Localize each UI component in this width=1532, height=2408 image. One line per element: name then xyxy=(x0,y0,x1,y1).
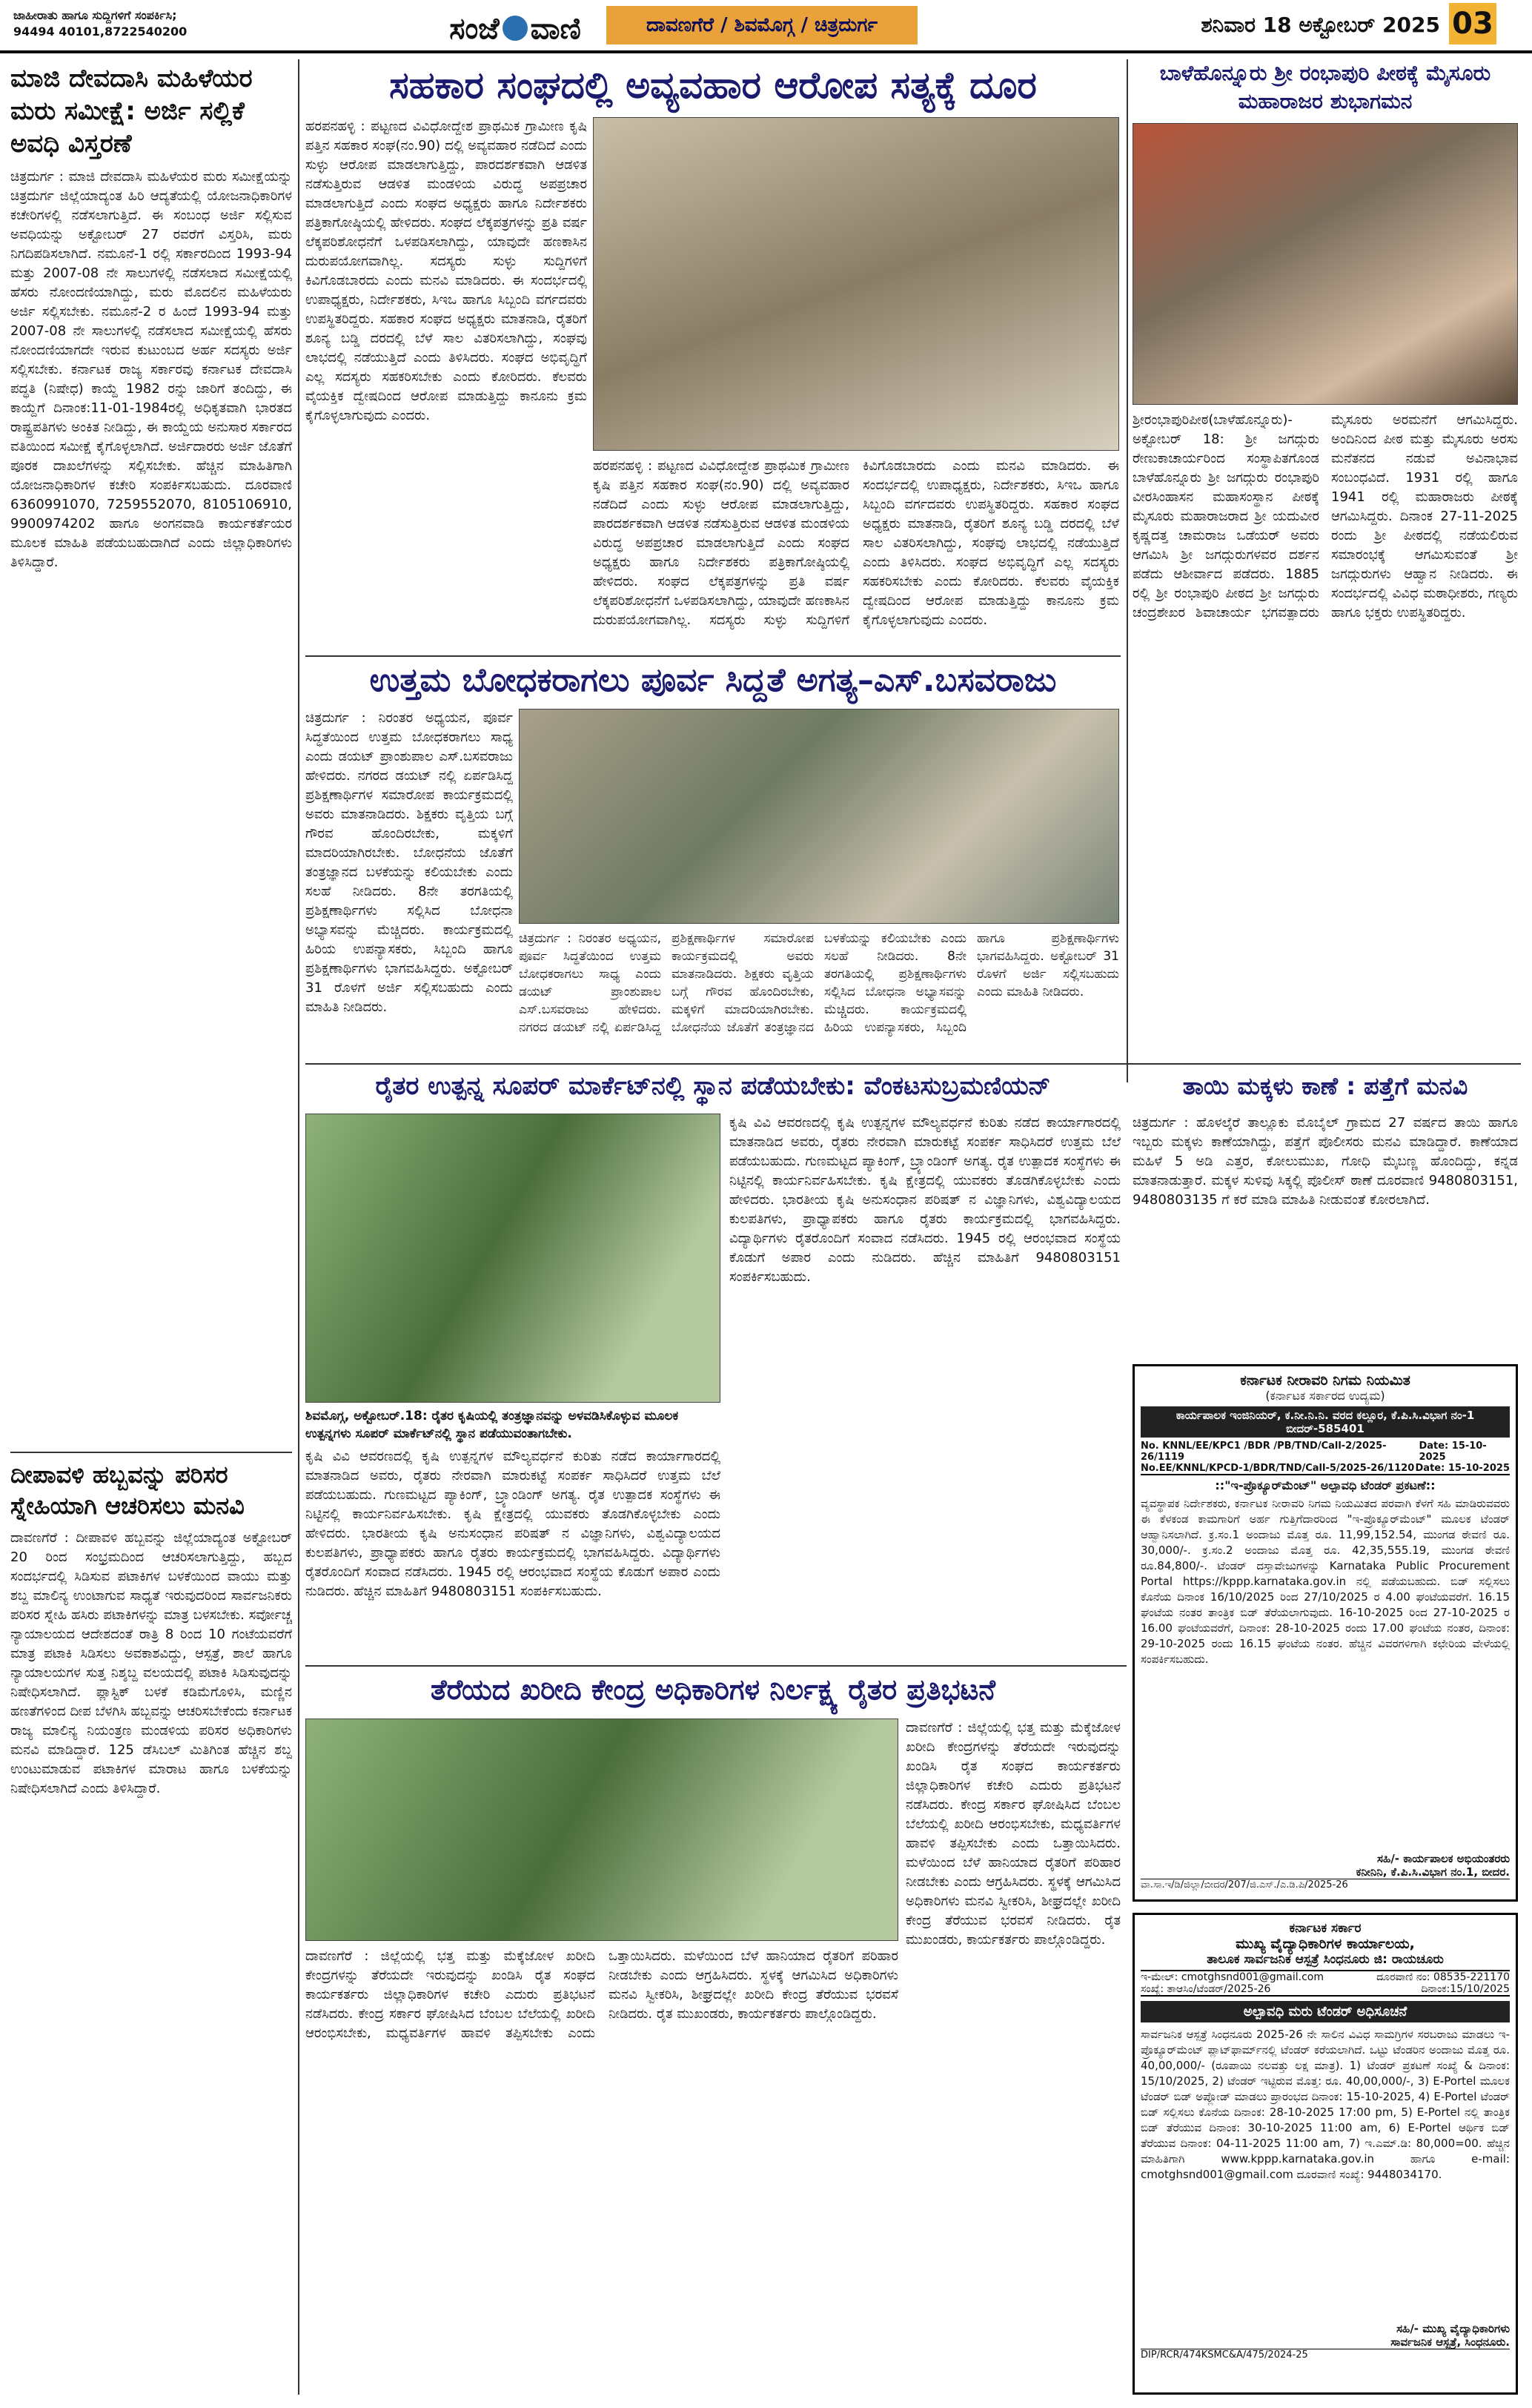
maharaja-visit-photo xyxy=(1133,123,1518,405)
notice-title: ಅಲ್ಪಾವಧಿ ಮರು ಟೆಂಡರ್ ಅಧಿಸೂಚನೆ xyxy=(1141,2001,1510,2022)
tender-notice-irrigation xyxy=(1133,1364,1518,1902)
notice-sign: ಸಹಿ/- ಕಾರ್ಯಪಾಲಕ ಅಭಿಯಂತರರು xyxy=(1377,1852,1510,1865)
photo-caption: ಶಿವಮೊಗ್ಗ, ಅಕ್ಟೋಬರ್.18: ರೈತರ ಕೃಷಿಯಲ್ಲಿ ತಂತ್ರಜ್ಞಾನವನ್ನು ಅಳವಡಿಸಿಕೊಳ್ಳುವ ಮೂಲಕ ಉತ್ಪನ್ನಗಳು ಸೂಪರ್ ಮಾರ್ಕೆಟ್‌ನಲ್ಲಿ ಸ್ಥಾನ ಪಡೆಯುವಂತಾಗಬೇಕು. xyxy=(305,1409,679,1441)
article-body-continued: ಹರಪನಹಳ್ಳಿ : ಪಟ್ಟಣದ ವಿವಿಧೋದ್ದೇಶ ಪ್ರಾಥಮಿಕ ಗ್ರಾಮೀಣ ಕೃಷಿ ಪತ್ತಿನ ಸಹಕಾರ ಸಂಘ(ನಂ.90) ದಲ್ಲಿ ಅವ್ಯವಹಾರ ನಡೆದಿದೆ ಎಂದು ಸುಳ್ಳು ಆರೋಪ ಮಾಡಲಾಗುತ್ತಿದ್ದು, ಪಾರದರ್ಶಕವಾಗಿ ಆಡಳಿತ ನಡೆಸುತ್ತಿರುವ ಆಡಳಿತ ಮಂಡಳಿಯ ವಿರುದ್ಧ ಅಪಪ್ರಚಾರ ಮಾಡಲಾಗುತ್ತಿದೆ ಎಂದು ಸಂಘದ ಅಧ್ಯಕ್ಷರು ಹಾಗೂ ನಿರ್ದೇಶಕರು ಪತ್ರಿಕಾಗೋಷ್ಠಿಯಲ್ಲಿ ಹೇಳಿದರು. ಸಂಘದ ಲೆಕ್ಕಪತ್ರಗಳನ್ನು ಪ್ರತಿ ವರ್ಷ ಲೆಕ್ಕಪರಿಶೋಧನೆಗೆ ಒಳಪಡಿಸಲಾಗಿದ್ದು, ಯಾವುದೇ ಹಣಕಾಸಿನ ದುರುಪಯೋಗವಾಗಿಲ್ಲ. ಸದಸ್ಯರು ಸುಳ್ಳು ಸುದ್ದಿಗಳಿಗೆ ಕಿವಿಗೊಡಬಾರದು ಎಂದು ಮನವಿ ಮಾಡಿದರು. ಈ ಸಂದರ್ಭದಲ್ಲಿ ಉಪಾಧ್ಯಕ್ಷರು, ನಿರ್ದೇಶಕರು, ಸಿಇಒ ಹಾಗೂ ಸಿಬ್ಬಂದಿ ವರ್ಗದವರು ಉಪಸ್ಥಿತರಿದ್ದರು. ಸಹಕಾರ ಸಂಘದ ಅಧ್ಯಕ್ಷರು ಮಾತನಾಡಿ, ರೈತರಿಗೆ ಶೂನ್ಯ ಬಡ್ಡಿ ದರದಲ್ಲಿ ಬೆಳೆ ಸಾಲ ವಿತರಿಸಲಾಗಿದ್ದು, ಸಂಘವು ಲಾಭದಲ್ಲಿ ನಡೆಯುತ್ತಿದೆ ಎಂದು ತಿಳಿಸಿದರು. ಸಂಘದ ಅಭಿವೃದ್ಧಿಗೆ ಎಲ್ಲ ಸದಸ್ಯರು ಸಹಕರಿಸಬೇಕು ಎಂದು ಕೋರಿದರು. ಕೆಲವರು ವೈಯಕ್ತಿಕ ದ್ವೇಷದಿಂದ ಆರೋಪ ಮಾಡುತ್ತಿದ್ದು ಕಾನೂನು ಕ್ರಮ ಕೈಗೊಳ್ಳಲಾಗುವುದು ಎಂದರು. xyxy=(593,458,1119,628)
article-headline: ತಾಯಿ ಮಕ್ಕಳು ಕಾಣೆ : ಪತ್ತೆಗೆ ಮನವಿ xyxy=(1182,1072,1468,1100)
article-basavaraju xyxy=(305,709,513,1057)
paddy-header xyxy=(305,1670,1121,1713)
top-story-header xyxy=(305,59,1121,111)
notice-ref-row xyxy=(1141,1440,1510,1463)
article-cooperative xyxy=(305,117,587,651)
article-body: ಹರಪನಹಳ್ಳಿ : ಪಟ್ಟಣದ ವಿವಿಧೋದ್ದೇಶ ಪ್ರಾಥಮಿಕ ಗ್ರಾಮೀಣ ಕೃಷಿ ಪತ್ತಿನ ಸಹಕಾರ ಸಂಘ(ನಂ.90) ದಲ್ಲಿ ಅವ್ಯವಹಾರ ನಡೆದಿದೆ ಎಂದು ಸುಳ್ಳು ಆರೋಪ ಮಾಡಲಾಗುತ್ತಿದ್ದು, ಪಾರದರ್ಶಕವಾಗಿ ಆಡಳಿತ ನಡೆಸುತ್ತಿರುವ ಆಡಳಿತ ಮಂಡಳಿಯ ವಿರುದ್ಧ ಅಪಪ್ರಚಾರ ಮಾಡಲಾಗುತ್ತಿದೆ ಎಂದು ಸಂಘದ ಅಧ್ಯಕ್ಷರು ಹಾಗೂ ನಿರ್ದೇಶಕರು ಪತ್ರಿಕಾಗೋಷ್ಠಿಯಲ್ಲಿ ಹೇಳಿದರು. ಸಂಘದ ಲೆಕ್ಕಪತ್ರಗಳನ್ನು ಪ್ರತಿ ವರ್ಷ ಲೆಕ್ಕಪರಿಶೋಧನೆಗೆ ಒಳಪಡಿಸಲಾಗಿದ್ದು, ಯಾವುದೇ ಹಣಕಾಸಿನ ದುರುಪಯೋಗವಾಗಿಲ್ಲ. ಸದಸ್ಯರು ಸುಳ್ಳು ಸುದ್ದಿಗಳಿಗೆ ಕಿವಿಗೊಡಬಾರದು ಎಂದು ಮನವಿ ಮಾಡಿದರು. ಈ ಸಂದರ್ಭದಲ್ಲಿ ಉಪಾಧ್ಯಕ್ಷರು, ನಿರ್ದೇಶಕರು, ಸಿಇಒ ಹಾಗೂ ಸಿಬ್ಬಂದಿ ವರ್ಗದವರು ಉಪಸ್ಥಿತರಿದ್ದರು. ಸಹಕಾರ ಸಂಘದ ಅಧ್ಯಕ್ಷರು ಮಾತನಾಡಿ, ರೈತರಿಗೆ ಶೂನ್ಯ ಬಡ್ಡಿ ದರದಲ್ಲಿ ಬೆಳೆ ಸಾಲ ವಿತರಿಸಲಾಗಿದ್ದು, ಸಂಘವು ಲಾಭದಲ್ಲಿ ನಡೆಯುತ್ತಿದೆ ಎಂದು ತಿಳಿಸಿದರು. ಸಂಘದ ಅಭಿವೃದ್ಧಿಗೆ ಎಲ್ಲ ಸದಸ್ಯರು ಸಹಕರಿಸಬೇಕು ಎಂದು ಕೋರಿದರು. ಕೆಲವರು ವೈಯಕ್ತಿಕ ದ್ವೇಷದಿಂದ ಆರೋಪ ಮಾಡುತ್ತಿದ್ದು ಕಾನೂನು ಕ್ರಮ ಕೈಗೊಳ್ಳಲಾಗುವುದು ಎಂದರು. xyxy=(305,119,587,423)
article-body: ಚಿತ್ರದುರ್ಗ : ಮಾಜಿ ದೇವದಾಸಿ ಮಹಿಳೆಯರ ಮರು ಸಮೀಕ್ಷೆಯನ್ನು ಚಿತ್ರದುರ್ಗ ಜಿಲ್ಲೆಯಾದ್ಯಂತ ಹಿರಿ ಆದ್ಯತೆಯಲ್ಲಿ ಯೋಜನಾಧಿಕಾರಿಗಳ ಕಚೇರಿಗಳಲ್ಲಿ ನಡೆಸಲಾಗುತ್ತಿದೆ. ಈ ಸಂಬಂಧ ಅರ್ಜಿ ಸಲ್ಲಿಸುವ ಅವಧಿಯನ್ನು ಅಕ್ಟೋಬರ್ 27 ರವರೆಗೆ ವಿಸ್ತರಿಸಿ, ಮರು ನಿಗದಿಪಡಿಸಲಾಗಿದೆ. ನಮೂನೆ-1 ರಲ್ಲಿ ಸರ್ಕಾರದಿಂದ 1993-94 ಮತ್ತು 2007-08 ನೇ ಸಾಲುಗಳಲ್ಲಿ ನಡೆಸಲಾದ ಸಮೀಕ್ಷೆಯಲ್ಲಿ ಹೆಸರು ನೋಂದಣಿಯಾಗಿದ್ದು, ಮರು ಮೊದಲಿನ ಮಹಿಳೆಯರು ಅರ್ಜಿ ಸಲ್ಲಿಸಬೇಕು. ನಮೂನೆ-2 ರ ಹಿಂದೆ 1993-94 ಮತ್ತು 2007-08 ನೇ ಸಾಲುಗಳಲ್ಲಿ ನಡೆಸಲಾದ ಸಮೀಕ್ಷೆಯಲ್ಲಿ ಹೆಸರು ನೋಂದಣಿಯಾಗದೇ ಇರುವ ಕುಟುಂಬದ ಅರ್ಹ ಸದಸ್ಯರು ಅರ್ಜಿ ಸಲ್ಲಿಸಬೇಕು. ಕರ್ನಾಟಕ ರಾಜ್ಯ ಸರ್ಕಾರವು ಕರ್ನಾಟಕ ದೇವದಾಸಿ ಪದ್ಧತಿ (ನಿಷೇಧ) ಕಾಯ್ದೆ 1982 ರನ್ನು ಜಾರಿಗೆ ತಂದಿದ್ದು, ಈ ಕಾಯ್ದೆಗೆ ದಿನಾಂಕ:11-01-1984ರಲ್ಲಿ ಅಧಿಕೃತವಾಗಿ ಭಾರತದ ರಾಷ್ಟ್ರಪತಿಗಳು ಅಂಕಿತ ನೀಡಿದ್ದು, ಈ ಕಾಯ್ದೆಯ ಅನುಸಾರ ಸರ್ಕಾರದ ವತಿಯಿಂದ ಸಮೀಕ್ಷೆ ಕೈಗೊಳ್ಳಲಾಗಿದೆ. ಅರ್ಜಿದಾರರು ಅರ್ಜಿ ಜೊತೆಗೆ ಪೂರಕ ದಾಖಲೆಗಳನ್ನು ಸಲ್ಲಿಸಬೇಕು. ಹೆಚ್ಚಿನ ಮಾಹಿತಿಗಾಗಿ ಯೋಜನಾಧಿಕಾರಿಗಳ ಕಚೇರಿ ಸಂಪರ್ಕಿಸಬಹುದು. ದೂರವಾಣಿ 6360991070, 7259552070, 8105106910, 9900974202 ಹಾಗೂ ಅಂಗನವಾಡಿ ಕಾರ್ಯಕರ್ತೆಯರ ಮೂಲಕ ಮಾಹಿತಿ ಪಡೆಯಬಹುದಾಗಿದೆ ಎಂದು ಜಿಲ್ಲಾಧಿಕಾರಿಗಳು ತಿಳಿಸಿದ್ದಾರೆ. xyxy=(10,169,292,570)
article-headline: ದೀಪಾವಳಿ ಹಬ್ಬವನ್ನು ಪರಿಸರ ಸ್ನೇಹಿಯಾಗಿ ಆಚರಿಸಲು ಮನವಿ xyxy=(10,1461,245,1520)
contact-line-2: 94494 40101,8722540200 xyxy=(13,24,188,39)
article-headline: ತೆರೆಯದ ಖರೀದಿ ಕೇಂದ್ರ ಅಧಿಕಾರಿಗಳ ನಿರ್ಲಕ್ಷ್ಯ ರೈತರ ಪ್ರತಿಭಟನೆ xyxy=(430,1673,996,1706)
mother-header xyxy=(1133,1068,1518,1109)
notice-ref: No. KNNL/EE/KPC1 /BDR /PB/TND/Call-2/2025-26/1119 xyxy=(1141,1440,1387,1463)
article-headline: ಮಾಜಿ ದೇವದಾಸಿ ಮಹಿಳೆಯರ ಮರು ಸಮೀಕ್ಷೆ: ಅರ್ಜಿ ಸಲ್ಲಿಕೆ ಅವಧಿ ವಿಸ್ತರಣೆ xyxy=(10,64,253,159)
article-headline: ಬಾಳೆಹೊನ್ನೂರು ಶ್ರೀ ರಂಭಾಪುರಿ ಪೀಠಕ್ಕೆ ಮೈಸೂರು ಮಹಾರಾಜರ ಶುಭಾಗಮನ xyxy=(1159,61,1491,113)
newspaper-logo[interactable] xyxy=(430,6,600,50)
article-deepavali xyxy=(10,1459,292,2344)
trainees-group-photo xyxy=(519,709,1119,924)
column-divider xyxy=(1127,59,1128,1082)
article-body: ದಾವಣಗೆರೆ : ಜಿಲ್ಲೆಯಲ್ಲಿ ಭತ್ತ ಮತ್ತು ಮೆಕ್ಕೆಜೋಳ ಖರೀದಿ ಕೇಂದ್ರಗಳನ್ನು ತೆರೆಯದೇ ಇರುವುದನ್ನು ಖಂಡಿಸಿ ರೈತ ಸಂಘದ ಕಾರ್ಯಕರ್ತರು ಜಿಲ್ಲಾಧಿಕಾರಿಗಳ ಕಚೇರಿ ಎದುರು ಪ್ರತಿಭಟನೆ ನಡೆಸಿದರು. ಕೇಂದ್ರ ಸರ್ಕಾರ ಘೋಷಿಸಿದ ಬೆಂಬಲ ಬೆಲೆಯಲ್ಲಿ ಖರೀದಿ ಆರಂಭಿಸಬೇಕು, ಮಧ್ಯವರ್ತಿಗಳ ಹಾವಳಿ ತಪ್ಪಿಸಬೇಕು ಎಂದು ಒತ್ತಾಯಿಸಿದರು. ಮಳೆಯಿಂದ ಬೆಳೆ ಹಾನಿಯಾದ ರೈತರಿಗೆ ಪರಿಹಾರ ನೀಡಬೇಕು ಎಂದು ಆಗ್ರಹಿಸಿದರು. ಸ್ಥಳಕ್ಕೆ ಆಗಮಿಸಿದ ಅಧಿಕಾರಿಗಳು ಮನವಿ ಸ್ವೀಕರಿಸಿ, ಶೀಘ್ರದಲ್ಲೇ ಖರೀದಿ ಕೇಂದ್ರ ತೆರೆಯುವ ಭರವಸೆ ನೀಡಿದರು. ರೈತ ಮುಖಂಡರು, ಕಾರ್ಯಕರ್ತರು ಪಾಲ್ಗೊಂಡಿದ್ದರು. xyxy=(305,1948,898,2041)
issue-date: ಶನಿವಾರ 18 ಅಕ್ಟೋಬರ್ 2025 xyxy=(1201,13,1440,37)
page-number: 03 xyxy=(1449,3,1496,44)
article-body: ದಾವಣಗೆರೆ : ದೀಪಾವಳಿ ಹಬ್ಬವನ್ನು ಜಿಲ್ಲೆಯಾದ್ಯಂತ ಅಕ್ಟೋಬರ್ 20 ರಿಂದ ಸಂಭ್ರಮದಿಂದ ಆಚರಿಸಲಾಗುತ್ತಿದ್ದು, ಹಬ್ಬದ ಸಂದರ್ಭದಲ್ಲಿ ಸಿಡಿಸುವ ಪಟಾಕಿಗಳ ಬಳಕೆಯಿಂದ ವಾಯು ಮತ್ತು ಶಬ್ದ ಮಾಲಿನ್ಯ ಉಂಟಾಗುವ ಸಾಧ್ಯತೆ ಇರುವುದರಿಂದ ಸಾರ್ವಜನಿಕರು ಪರಿಸರ ಸ್ನೇಹಿ ಹಸಿರು ಪಟಾಕಿಗಳನ್ನು ಮಾತ್ರ ಬಳಸಬೇಕು. ಸರ್ವೋಚ್ಚ ನ್ಯಾಯಾಲಯದ ಆದೇಶದಂತೆ ರಾತ್ರಿ 8 ರಿಂದ 10 ಗಂಟೆಯವರೆಗೆ ಮಾತ್ರ ಪಟಾಕಿ ಸಿಡಿಸಲು ಅವಕಾಶವಿದ್ದು, ಆಸ್ಪತ್ರೆ, ಶಾಲೆ ಹಾಗೂ ನ್ಯಾಯಾಲಯಗಳ ಸುತ್ತ ನಿಶ್ಶಬ್ದ ವಲಯದಲ್ಲಿ ಪಟಾಕಿ ಸಿಡಿಸುವುದನ್ನು ನಿಷೇಧಿಸಲಾಗಿದೆ. ಪ್ಲಾಸ್ಟಿಕ್ ಬಳಕೆ ಕಡಿಮೆಗೊಳಿಸಿ, ಮಣ್ಣಿನ ಹಣತೆಗಳಿಂದ ದೀಪ ಬೆಳಗಿಸಿ ಹಬ್ಬವನ್ನು ಆಚರಿಸಬೇಕೆಂದು ಕರ್ನಾಟಕ ರಾಜ್ಯ ಮಾಲಿನ್ಯ ನಿಯಂತ್ರಣ ಮಂಡಳಿಯ ಪರಿಸರ ಅಧಿಕಾರಿಗಳು ಮನವಿ ಮಾಡಿದ್ದಾರೆ. 125 ಡೆಸಿಬಲ್ ಮಿತಿಗಿಂತ ಹೆಚ್ಚಿನ ಶಬ್ದ ಉಂಟುಮಾಡುವ ಪಟಾಕಿಗಳ ಮಾರಾಟ ಹಾಗೂ ಬಳಕೆಯನ್ನು ನಿಷೇಧಿಸಲಾಗಿದೆ ಎಂದು ತಿಳಿಸಿದ್ದಾರೆ. xyxy=(10,1530,292,1796)
notice-office: ತಾಲೂಕ ಸಾರ್ವಜನಿಕ ಆಸ್ಪತ್ರೆ ಸಿಂಧನೂರು ಜಿ: ರಾಯಚೂರು xyxy=(1207,1952,1444,1967)
article-devadasi xyxy=(10,62,292,1458)
notice-ref-row xyxy=(1141,1463,1510,1475)
article-body: ಕೃಷಿ ವಿವಿ ಆವರಣದಲ್ಲಿ ಕೃಷಿ ಉತ್ಪನ್ನಗಳ ಮೌಲ್ಯವರ್ಧನೆ ಕುರಿತು ನಡೆದ ಕಾರ್ಯಾಗಾರದಲ್ಲಿ ಮಾತನಾಡಿದ ಅವರು, ರೈತರು ನೇರವಾಗಿ ಮಾರುಕಟ್ಟೆ ಸಂಪರ್ಕ ಸಾಧಿಸಿದರೆ ಉತ್ತಮ ಬೆಲೆ ಪಡೆಯಬಹುದು. ಗುಣಮಟ್ಟದ ಪ್ಯಾಕಿಂಗ್, ಬ್ರ್ಯಾಂಡಿಂಗ್ ಅಗತ್ಯ. ರೈತ ಉತ್ಪಾದಕ ಸಂಸ್ಥೆಗಳು ಈ ನಿಟ್ಟಿನಲ್ಲಿ ಕಾರ್ಯನಿರ್ವಹಿಸಬೇಕು. ಕೃಷಿ ಕ್ಷೇತ್ರದಲ್ಲಿ ಯುವಕರು ತೊಡಗಿಕೊಳ್ಳಬೇಕು ಎಂದು ಹೇಳಿದರು. ಭಾರತೀಯ ಕೃಷಿ ಅನುಸಂಧಾನ ಪರಿಷತ್ ನ ವಿಜ್ಞಾನಿಗಳು, ವಿಶ್ವವಿದ್ಯಾಲಯದ ಕುಲಪತಿಗಳು, ಪ್ರಾಧ್ಯಾಪಕರು ಹಾಗೂ ರೈತರು ಕಾರ್ಯಕ್ರಮದಲ್ಲಿ ಭಾಗವಹಿಸಿದ್ದರು. ವಿದ್ಯಾರ್ಥಿಗಳು ರೈತರೊಂದಿಗೆ ಸಂವಾದ ನಡೆಸಿದರು. 1945 ರಲ್ಲಿ ಆರಂಭವಾದ ಸಂಸ್ಥೆಯ ಕೊಡುಗೆ ಅಪಾರ ಎಂದು ನುಡಿದರು. ಹೆಚ್ಚಿನ ಮಾಹಿತಿಗೆ 9480803151 ಸಂಪರ್ಕಿಸಬಹುದು. xyxy=(305,1449,720,1599)
logo-left: ಸಂಜೆ xyxy=(449,10,500,46)
story-divider xyxy=(305,1063,1521,1065)
cooperative-press-photo xyxy=(593,117,1119,451)
article-body-continued: ದಾವಣಗೆರೆ : ಜಿಲ್ಲೆಯಲ್ಲಿ ಭತ್ತ ಮತ್ತು ಮೆಕ್ಕೆಜೋಳ ಖರೀದಿ ಕೇಂದ್ರಗಳನ್ನು ತೆರೆಯದೇ ಇರುವುದನ್ನು ಖಂಡಿಸಿ ರೈತ ಸಂಘದ ಕಾರ್ಯಕರ್ತರು ಜಿಲ್ಲಾಧಿಕಾರಿಗಳ ಕಚೇರಿ ಎದುರು ಪ್ರತಿಭಟನೆ ನಡೆಸಿದರು. ಕೇಂದ್ರ ಸರ್ಕಾರ ಘೋಷಿಸಿದ ಬೆಂಬಲ ಬೆಲೆಯಲ್ಲಿ ಖರೀದಿ ಆರಂಭಿಸಬೇಕು, ಮಧ್ಯವರ್ತಿಗಳ ಹಾವಳಿ ತಪ್ಪಿಸಬೇಕು ಎಂದು ಒತ್ತಾಯಿಸಿದರು. ಮಳೆಯಿಂದ ಬೆಳೆ ಹಾನಿಯಾದ ರೈತರಿಗೆ ಪರಿಹಾರ ನೀಡಬೇಕು ಎಂದು ಆಗ್ರಹಿಸಿದರು. ಸ್ಥಳಕ್ಕೆ ಆಗಮಿಸಿದ ಅಧಿಕಾರಿಗಳು ಮನವಿ ಸ್ವೀಕರಿಸಿ, ಶೀಘ್ರದಲ್ಲೇ ಖರೀದಿ ಕೇಂದ್ರ ತೆರೆಯುವ ಭರವಸೆ ನೀಡಿದರು. ರೈತ ಮುಖಂಡರು, ಕಾರ್ಯಕರ್ತರು ಪಾಲ್ಗೊಂಡಿದ್ದರು. xyxy=(906,1720,1121,1948)
notice-office: ಕಾರ್ಯಪಾಲಕ ಇಂಜಿನಿಯರ್, ಕ.ನೀ.ನಿ.ನಿ. ವರದ ಕಲ್ಲೂರ, ಕೆ.ಪಿ.ಸಿ.ವಿಭಾಗ ನಂ-1 ಬೀದರ್-585401 xyxy=(1141,1406,1510,1438)
article-body-continued: ಕೃಷಿ ವಿವಿ ಆವರಣದಲ್ಲಿ ಕೃಷಿ ಉತ್ಪನ್ನಗಳ ಮೌಲ್ಯವರ್ಧನೆ ಕುರಿತು ನಡೆದ ಕಾರ್ಯಾಗಾರದಲ್ಲಿ ಮಾತನಾಡಿದ ಅವರು, ರೈತರು ನೇರವಾಗಿ ಮಾರುಕಟ್ಟೆ ಸಂಪರ್ಕ ಸಾಧಿಸಿದರೆ ಉತ್ತಮ ಬೆಲೆ ಪಡೆಯಬಹುದು. ಗುಣಮಟ್ಟದ ಪ್ಯಾಕಿಂಗ್, ಬ್ರ್ಯಾಂಡಿಂಗ್ ಅಗತ್ಯ. ರೈತ ಉತ್ಪಾದಕ ಸಂಸ್ಥೆಗಳು ಈ ನಿಟ್ಟಿನಲ್ಲಿ ಕಾರ್ಯನಿರ್ವಹಿಸಬೇಕು. ಕೃಷಿ ಕ್ಷೇತ್ರದಲ್ಲಿ ಯುವಕರು ತೊಡಗಿಕೊಳ್ಳಬೇಕು ಎಂದು ಹೇಳಿದರು. ಭಾರತೀಯ ಕೃಷಿ ಅನುಸಂಧಾನ ಪರಿಷತ್ ನ ವಿಜ್ಞಾನಿಗಳು, ವಿಶ್ವವಿದ್ಯಾಲಯದ ಕುಲಪತಿಗಳು, ಪ್ರಾಧ್ಯಾಪಕರು ಹಾಗೂ ರೈತರು ಕಾರ್ಯಕ್ರಮದಲ್ಲಿ ಭಾಗವಹಿಸಿದ್ದರು. ವಿದ್ಯಾರ್ಥಿಗಳು ರೈತರೊಂದಿಗೆ ಸಂವಾದ ನಡೆಸಿದರು. 1945 ರಲ್ಲಿ ಆರಂಭವಾದ ಸಂಸ್ಥೆಯ ಕೊಡುಗೆ ಅಪಾರ ಎಂದು ನುಡಿದರು. ಹೆಚ್ಚಿನ ಮಾಹಿತಿಗೆ 9480803151 ಸಂಪರ್ಕಿಸಬಹುದು. xyxy=(729,1115,1121,1285)
notice-sign: ಸಹಿ/- ಮುಖ್ಯ ವೈದ್ಯಾಧಿಕಾರಿಗಳು xyxy=(1396,2322,1510,2335)
venkata-header xyxy=(305,1068,1121,1109)
protest-photo xyxy=(305,1719,898,1941)
notice-date: ದಿನಾಂಕ:15/10/2025 xyxy=(1421,1983,1510,1995)
notice-body: ವ್ಯವಸ್ಥಾಪಕ ನಿರ್ದೇಶಕರು, ಕರ್ನಾಟಕ ನೀರಾವರಿ ನಿಗಮ ನಿಯಮಿತದ ಪರವಾಗಿ ಕೆಳಗೆ ಸಹಿ ಮಾಡಿರುವವರು ಈ ಕೆಳಕಂಡ ಕಾಮಗಾರಿಗೆ ಅರ್ಹ ಗುತ್ತಿಗೆದಾರರಿಂದ "ಇ-ಪ್ರೊಕ್ಯೂರ್‌ಮೆಂಟ್" ಮೂಲಕ ಟೆಂಡರ್ ಆಹ್ವಾನಿಸಲಾಗಿದೆ. ಕ್ರ.ಸಂ.1 ಅಂದಾಜು ಮೊತ್ತ ರೂ. 11,99,152.54, ಮುಂಗಡ ಠೇವಣಿ ರೂ. 30,000/-. ಕ್ರ.ಸಂ.2 ಅಂದಾಜು ಮೊತ್ತ ರೂ. 42,35,555.19, ಮುಂಗಡ ಠೇವಣಿ ರೂ.84,800/-. ಟೆಂಡರ್ ದಸ್ತಾವೇಜುಗಳನ್ನು Karnataka Public Procurement Portal https://kppp.karnataka.gov.in ನಲ್ಲಿ ಪಡೆಯಬಹುದು. ಬಿಡ್ ಸಲ್ಲಿಸಲು ಕೊನೆಯ ದಿನಾಂಕ 16/10/2025 ರಿಂದ 27/10/2025 ರ 4.00 ಘಂಟೆಯವರೆಗೆ. 16.15 ಘಂಟೆಯ ನಂತರ ತಾಂತ್ರಿಕ ಬಿಡ್ ತೆರೆಯಲಾಗುವುದು. 16-10-2025 ರಿಂದ 27-10-2025 ರ 16.00 ಘಂಟೆಯವರೆಗೆ, ದಿನಾಂಕ: 28-10-2025 ರಂದು 17.00 ಘಂಟೆಯ ನಂತರ, ದಿನಾಂಕ: 29-10-2025 ರಂದು 16.15 ಘಂಟೆಯ ನಂತರ. ಹೆಚ್ಚಿನ ವಿವರಗಳಿಗಾಗಿ ಕಛೇರಿಯ ವೇಳೆಯಲ್ಲಿ ಸಂಪರ್ಕಿಸಬಹುದು. xyxy=(1141,1497,1510,1666)
article-paddy-cont xyxy=(906,1719,1121,2399)
notice-email: ಇ-ಮೇಲ್: cmotghsnd001@gmail.com xyxy=(1141,1971,1324,1983)
article-body-continued: ಚಿತ್ರದುರ್ಗ : ನಿರಂತರ ಅಧ್ಯಯನ, ಪೂರ್ವ ಸಿದ್ಧತೆಯಿಂದ ಉತ್ತಮ ಬೋಧಕರಾಗಲು ಸಾಧ್ಯ ಎಂದು ಡಯಟ್ ಪ್ರಾಂಶುಪಾಲ ಎಸ್.ಬಸವರಾಜು ಹೇಳಿದರು. ನಗರದ ಡಯಟ್ ನಲ್ಲಿ ಏರ್ಪಡಿಸಿದ್ದ ಪ್ರಶಿಕ್ಷಣಾರ್ಥಿಗಳ ಸಮಾರೋಪ ಕಾರ್ಯಕ್ರಮದಲ್ಲಿ ಅವರು ಮಾತನಾಡಿದರು. ಶಿಕ್ಷಕರು ವೃತ್ತಿಯ ಬಗ್ಗೆ ಗೌರವ ಹೊಂದಿರಬೇಕು, ಮಕ್ಕಳಿಗೆ ಮಾದರಿಯಾಗಿರಬೇಕು. ಬೋಧನೆಯ ಜೊತೆಗೆ ತಂತ್ರಜ್ಞಾನದ ಬಳಕೆಯನ್ನು ಕಲಿಯಬೇಕು ಎಂದು ಸಲಹೆ ನೀಡಿದರು. 8ನೇ ತರಗತಿಯಲ್ಲಿ ಪ್ರಶಿಕ್ಷಣಾರ್ಥಿಗಳು ಸಲ್ಲಿಸಿದ ಬೋಧನಾ ಅಭ್ಯಾಸವನ್ನು ಮೆಚ್ಚಿದರು. ಕಾರ್ಯಕ್ರಮದಲ್ಲಿ ಹಿರಿಯ ಉಪನ್ಯಾಸಕರು, ಸಿಬ್ಬಂದಿ ಹಾಗೂ ಪ್ರಶಿಕ್ಷಣಾರ್ಥಿಗಳು ಭಾಗವಹಿಸಿದ್ದರು. ಅಕ್ಟೋಬರ್ 31 ರೊಳಗೆ ಅರ್ಜಿ ಸಲ್ಲಿಸಬಹುದು ಎಂದು ಮಾಹಿತಿ ನೀಡಿದರು. xyxy=(519,931,1119,1035)
logo-right: ವಾಣಿ xyxy=(530,10,581,46)
notice-ref: ಸಂಖ್ಯೆ: ತಾಆಸಿಂ/ಟೆಂಡರ್/2025-26 xyxy=(1141,1983,1271,1995)
city-edition-bar: ದಾವಣಗೆರೆ / ಶಿವಮೊಗ್ಗ / ಚಿತ್ರದುರ್ಗ xyxy=(606,6,918,44)
basavaraju-header xyxy=(305,660,1121,704)
story-divider xyxy=(305,1665,1127,1667)
tender-notice-hospital xyxy=(1133,1913,1518,2395)
notice-body: ಸಾರ್ವಜನಿಕ ಆಸ್ಪತ್ರೆ ಸಿಂಧನೂರು 2025-26 ನೇ ಸಾಲಿನ ವಿವಿಧ ಸಾಮಗ್ರಿಗಳ ಸರಬರಾಜು ಮಾಡಲು ಇ-ಪ್ರೊಕ್ಯೂರ್‌ಮೆಂಟ್ ಪ್ಲಾಟ್‌ಫಾರ್ಮ್‌ನಲ್ಲಿ ಟೆಂಡರ್ ಕರೆಯಲಾಗಿದೆ. ಒಟ್ಟು ಟೆಂಡರಿನ ಅಂದಾಜು ಮೊತ್ತ ರೂ. 40,00,000/- (ರೂಪಾಯಿ ನಲವತ್ತು ಲಕ್ಷ ಮಾತ್ರ). 1) ಟೆಂಡರ್ ಪ್ರಕಟಣೆ ಸಂಖ್ಯೆ & ದಿನಾಂಕ: 15/10/2025, 2) ಟೆಂಡರ್ ಇಟ್ಟಿರುವ ಮೊತ್ತ: ರೂ. 40,00,000/-, 3) E-Portel ಮೂಲಕ ಟೆಂಡರ್ ಬಿಡ್ ಅಪ್ಲೋಡ್ ಮಾಡಲು ಪ್ರಾರಂಭದ ದಿನಾಂಕ: 15-10-2025, 4) E-Portel ಟೆಂಡರ್ ಬಿಡ್ ಸಲ್ಲಿಸಲು ಕೊನೆಯ ದಿನಾಂಕ: 28-10-2025 17:00 pm, 5) E-Portel ನಲ್ಲಿ ತಾಂತ್ರಿಕ ಬಿಡ್ ತೆರೆಯುವ ದಿನಾಂಕ: 30-10-2025 11:00 am, 6) E-Portel ಆರ್ಥಿಕ ಬಿಡ್ ತೆರೆಯುವ ದಿನಾಂಕ: 04-11-2025 11:00 am, 7) ಇ.ಎಮ್.ಡಿ: 80,000=00. ಹೆಚ್ಚಿನ ಮಾಹಿತಿಗಾಗಿ www.kppp.karnataka.gov.in ಹಾಗೂ e-mail: cmotghsnd001@gmail.com ದೂರವಾಣಿ ಸಂಖ್ಯೆ: 9448034170. xyxy=(1141,2028,1510,2181)
masthead-divider xyxy=(0,50,1532,53)
notice-date: Date: 15-10-2025 xyxy=(1415,1463,1510,1474)
article-basavaraju-cont xyxy=(519,930,1119,1057)
notice-contact-row xyxy=(1141,1970,1510,1983)
article-paddy xyxy=(305,1947,898,2399)
article-rambhapuri-body xyxy=(1133,411,1518,1071)
article-cooperative-cont xyxy=(593,457,1119,651)
agri-event-photo xyxy=(305,1114,720,1403)
notice-phone: ದೂರವಾಣಿ ನಂ: 08535-221170 xyxy=(1376,1971,1510,1983)
article-headline: ಸಹಕಾರ ಸಂಘದಲ್ಲಿ ಅವ್ಯವಹಾರ ಆರೋಪ ಸತ್ಯಕ್ಕೆ ದೂರ xyxy=(389,64,1037,107)
globe-icon xyxy=(503,16,528,41)
article-venkata xyxy=(305,1407,720,1659)
article-body: ಚಿತ್ರದುರ್ಗ : ನಿರಂತರ ಅಧ್ಯಯನ, ಪೂರ್ವ ಸಿದ್ಧತೆಯಿಂದ ಉತ್ತಮ ಬೋಧಕರಾಗಲು ಸಾಧ್ಯ ಎಂದು ಡಯಟ್ ಪ್ರಾಂಶುಪಾಲ ಎಸ್.ಬಸವರಾಜು ಹೇಳಿದರು. ನಗರದ ಡಯಟ್ ನಲ್ಲಿ ಏರ್ಪಡಿಸಿದ್ದ ಪ್ರಶಿಕ್ಷಣಾರ್ಥಿಗಳ ಸಮಾರೋಪ ಕಾರ್ಯಕ್ರಮದಲ್ಲಿ ಅವರು ಮಾತನಾಡಿದರು. ಶಿಕ್ಷಕರು ವೃತ್ತಿಯ ಬಗ್ಗೆ ಗೌರವ ಹೊಂದಿರಬೇಕು, ಮಕ್ಕಳಿಗೆ ಮಾದರಿಯಾಗಿರಬೇಕು. ಬೋಧನೆಯ ಜೊತೆಗೆ ತಂತ್ರಜ್ಞಾನದ ಬಳಕೆಯನ್ನು ಕಲಿಯಬೇಕು ಎಂದು ಸಲಹೆ ನೀಡಿದರು. 8ನೇ ತರಗತಿಯಲ್ಲಿ ಪ್ರಶಿಕ್ಷಣಾರ್ಥಿಗಳು ಸಲ್ಲಿಸಿದ ಬೋಧನಾ ಅಭ್ಯಾಸವನ್ನು ಮೆಚ್ಚಿದರು. ಕಾರ್ಯಕ್ರಮದಲ್ಲಿ ಹಿರಿಯ ಉಪನ್ಯಾಸಕರು, ಸಿಬ್ಬಂದಿ ಹಾಗೂ ಪ್ರಶಿಕ್ಷಣಾರ್ಥಿಗಳು ಭಾಗವಹಿಸಿದ್ದರು. ಅಕ್ಟೋಬರ್ 31 ರೊಳಗೆ ಅರ್ಜಿ ಸಲ್ಲಿಸಬಹುದು ಎಂದು ಮಾಹಿತಿ ನೀಡಿದರು. xyxy=(305,710,513,1015)
notice-ref: No.EE/KNNL/KPCD-1/BDR/TND/Call-5/2025-26/1120 xyxy=(1141,1463,1415,1474)
article-venkata-cont xyxy=(729,1114,1121,1659)
article-rambhapuri xyxy=(1133,59,1518,116)
notice-date: Date: 15-10-2025 xyxy=(1419,1440,1487,1463)
notice-sign: ಸಾರ್ವಜನಿಕ ಆಸ್ಪತ್ರೆ, ಸಿಂಧನೂರು. xyxy=(1390,2335,1510,2349)
notice-title: ::"ಇ-ಪ್ರೊಕ್ಯೂರ್‌ಮೆಂಟ್" ಅಲ್ಪಾವಧಿ ಟೆಂಡರ್ ಪ್ರಕಟಣೆ:: xyxy=(1215,1478,1436,1492)
story-divider xyxy=(305,655,1121,657)
notice-ref-row xyxy=(1141,1983,1510,1997)
article-mother xyxy=(1133,1114,1518,1358)
notice-gov: ಕರ್ನಾಟಕ ಸರ್ಕಾರ xyxy=(1289,1921,1362,1936)
notice-sub: (ಕರ್ನಾಟಕ ಸರ್ಕಾರದ ಉದ್ಯಮ) xyxy=(1265,1389,1385,1403)
contact-line-1: ಜಾಹೀರಾತು ಹಾಗೂ ಸುದ್ದಿಗಳಿಗೆ ಸಂಪರ್ಕಿಸಿ; xyxy=(13,8,177,22)
article-body: ಚಿತ್ರದುರ್ಗ : ಹೊಳಲ್ಕೆರೆ ತಾಲ್ಲೂಕು ಮೊಬೈಲ್ ಗ್ರಾಮದ 27 ವರ್ಷದ ತಾಯಿ ಹಾಗೂ ಇಬ್ಬರು ಮಕ್ಕಳು ಕಾಣೆಯಾಗಿದ್ದು, ಪತ್ತೆಗೆ ಪೊಲೀಸರು ಮನವಿ ಮಾಡಿದ್ದಾರೆ. ಕಾಣೆಯಾದ ಮಹಿಳೆ 5 ಅಡಿ ಎತ್ತರ, ಕೋಲುಮುಖ, ಗೋಧಿ ಮೈಬಣ್ಣ ಹೊಂದಿದ್ದು, ಕನ್ನಡ ಮಾತನಾಡುತ್ತಾರೆ. ಮಕ್ಕಳ ಸುಳಿವು ಸಿಕ್ಕಲ್ಲಿ ಪೊಲೀಸ್ ಠಾಣೆ ದೂರವಾಣಿ 9480803151, 9480803135 ಗೆ ಕರೆ ಮಾಡಿ ಮಾಹಿತಿ ನೀಡುವಂತೆ ಕೋರಲಾಗಿದೆ. xyxy=(1133,1115,1518,1208)
article-body: ಶ್ರೀರಂಭಾಪುರಿಪೀಠ(ಬಾಳೆಹೊನ್ನೂರು)- ಅಕ್ಟೋಬರ್ 18: ಶ್ರೀ ಜಗದ್ಗುರು ರೇಣುಕಾಚಾರ್ಯರಿಂದ ಸಂಸ್ಥಾಪಿತಗೊಂಡ ಬಾಳೆಹೊನ್ನೂರು ಶ್ರೀ ಜಗದ್ಗುರು ರಂಭಾಪುರಿ ವೀರಸಿಂಹಾಸನ ಮಹಾಸಂಸ್ಥಾನ ಪೀಠಕ್ಕೆ ಮೈಸೂರು ಮಹಾರಾಜರಾದ ಶ್ರೀ ಯದುವೀರ ಕೃಷ್ಣದತ್ತ ಚಾಮರಾಜ ಒಡೆಯರ್ ಅವರು ಆಗಮಿಸಿ ಶ್ರೀ ಜಗದ್ಗುರುಗಳವರ ದರ್ಶನ ಪಡೆದು ಆಶೀರ್ವಾದ ಪಡೆದರು. 1885 ರಲ್ಲಿ ಶ್ರೀ ರಂಭಾಪುರಿ ಪೀಠದ ಶ್ರೀ ಜಗದ್ಗುರು ಚಂದ್ರಶೇಖರ ಶಿವಾಚಾರ್ಯ ಭಗವತ್ಪಾದರು ಮೈಸೂರು ಅರಮನೆಗೆ ಆಗಮಿಸಿದ್ದರು. ಅಂದಿನಿಂದ ಪೀಠ ಮತ್ತು ಮೈಸೂರು ಅರಸು ಮನೆತನದ ನಡುವೆ ಅವಿನಾಭಾವ ಸಂಬಂಧವಿದೆ. 1931 ರಲ್ಲಿ ಹಾಗೂ 1941 ರಲ್ಲಿ ಮಹಾರಾಜರು ಪೀಠಕ್ಕೆ ಆಗಮಿಸಿದ್ದರು. ದಿನಾಂಕ 27-11-2025 ರಂದು ಶ್ರೀ ಪೀಠದಲ್ಲಿ ನಡೆಯಲಿರುವ ಸಮಾರಂಭಕ್ಕೆ ಆಗಮಿಸುವಂತೆ ಶ್ರೀ ಜಗದ್ಗುರುಗಳು ಆಹ್ವಾನ ನೀಡಿದರು. ಈ ಸಂದರ್ಭದಲ್ಲಿ ವಿವಿಧ ಮಠಾಧೀಶರು, ಗಣ್ಯರು ಹಾಗೂ ಭಕ್ತರು ಉಪಸ್ಥಿತರಿದ್ದರು. xyxy=(1133,412,1518,621)
masthead-contact xyxy=(13,7,428,40)
article-headline: ರೈತರ ಉತ್ಪನ್ನ ಸೂಪರ್ ಮಾರ್ಕೆಟ್‌ನಲ್ಲಿ ಸ್ಥಾನ ಪಡೆಯಬೇಕು: ವೆಂಕಟಸುಬ್ರಮಣಿಯನ್ xyxy=(375,1071,1051,1101)
column-divider xyxy=(298,59,299,2395)
notice-office: ಮುಖ್ಯ ವೈದ್ಯಾಧಿಕಾರಿಗಳ ಕಾರ್ಯಾಲಯ, xyxy=(1236,1936,1415,1952)
notice-sign: ಕನೀನಿನಿ, ಕೆ.ಪಿ.ಸಿ.ವಿಭಾಗ ನಂ.1, ಬೀದರ. xyxy=(1356,1865,1510,1879)
story-divider xyxy=(10,1452,292,1453)
article-headline: ಉತ್ತಮ ಬೋಧಕರಾಗಲು ಪೂರ್ವ ಸಿದ್ದತೆ ಅಗತ್ಯ–ಎಸ್.ಬಸವರಾಜು xyxy=(369,661,1057,699)
notice-footer: ವಾ.ಸಾ.ಇ/ಡಿ/ಜಿಲ್ಲಾ/ಬೀದರ/207/ಜಿ.ಎಸ್./ಎ.ಡಿ.ಪಿ/2025-26 xyxy=(1141,1879,1510,1891)
notice-footer: DIP/RCR/474KSMC&A/475/2024-25 xyxy=(1141,2349,1510,2361)
notice-org: ಕರ್ನಾಟಕ ನೀರಾವರಿ ನಿಗಮ ನಿಯಮಿತ xyxy=(1240,1372,1410,1389)
